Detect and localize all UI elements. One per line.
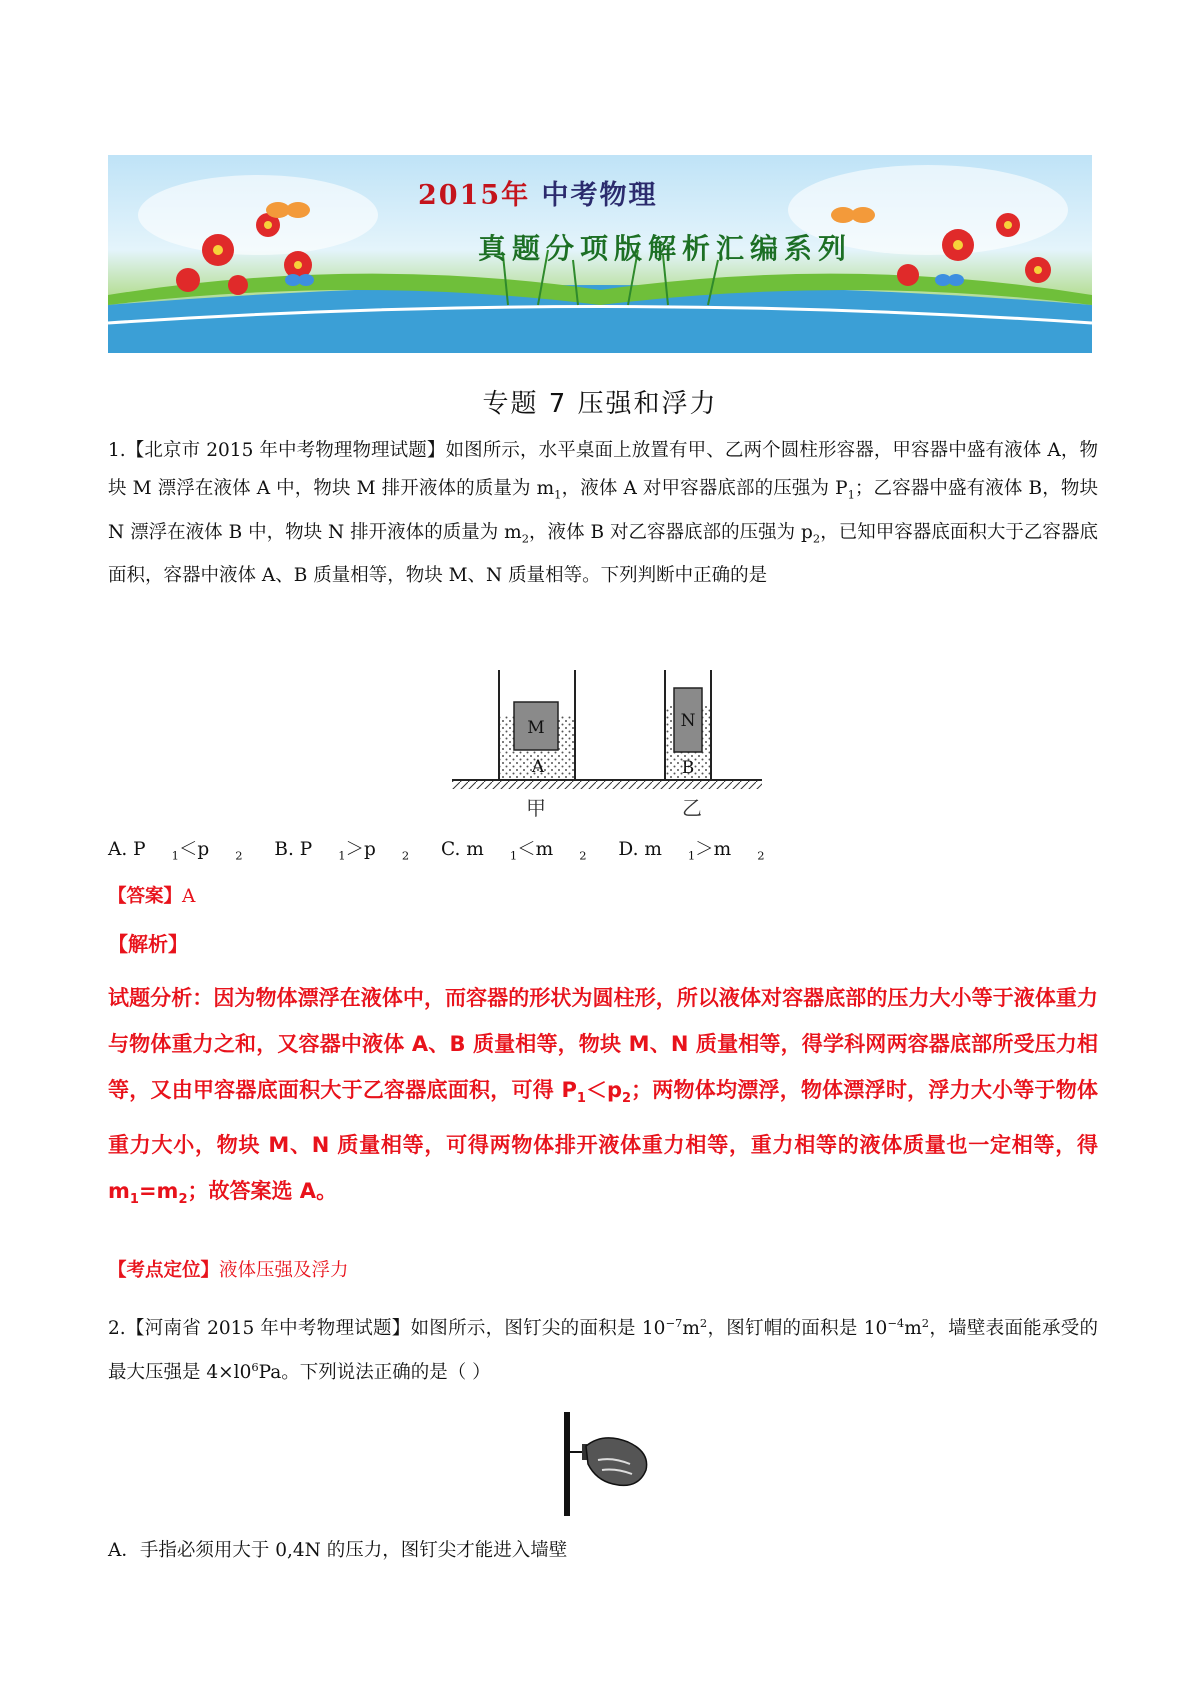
- thumbtack-figure: [558, 1412, 658, 1522]
- q2-text-2: m: [682, 1318, 700, 1340]
- liquid-b-label: B: [681, 758, 695, 778]
- q1-text-1: 如图所示，水平桌面上放置有甲、乙两个圆柱形容器，甲容器中盛有液体 A，物块 M 漂浮在液体 A 中，物块 M 排开液体的质量为 m: [108, 440, 1098, 499]
- topic-title: 专题 7 压强和浮力: [482, 389, 718, 419]
- question-1-text: 1.【北京市 2015 年中考物理物理试题】如图所示，水平桌面上放置有甲、乙两个圆柱形容器，甲容器中盛有液体 A，物块 M 漂浮在液体 A 中，物块 M 排开液体的质量为 $m_1$，液体 A 对甲容器底部的压强为 $P_1$；乙容器中盛有液体 B，物块 N 漂浮在液体 B 中，物块 N 排开液体的质量为 $m_2$，液体 B 对乙容器底部的压强为 $p_2$，已知甲容器底面积大于乙容器底面积，容器中液体 A、B 质量相等，物块 M、N 质量相等。下列判断中正确的是: [108, 440, 1098, 587]
- option-b-part-2: ＞p: [345, 839, 376, 860]
- answer-label: 【答案】: [108, 886, 183, 907]
- header-banner: [108, 155, 1092, 353]
- banner-title-text: 中考物理: [530, 180, 658, 211]
- q1-text-3: ；乙容器中盛有液体 B，物块 N 漂浮在液体 B 中，物块 N 排开液体的质量为 m: [108, 478, 1098, 543]
- analysis-text: 试题分析：因为物体漂浮在液体中，而容器的形状为圆柱形，所以液体对容器底部的压力大小等于液体重力与物体重力之和，又容器中液体 A、B 质量相等，物块 M、N 质量相等，得学科网两容器底部所受压力相等，又由甲容器底面积大于乙容器底面积，可得 $P_1<p_2$；两物体均漂浮，物体漂浮时，浮力大小等于物体重力大小，物块 M、N 质量相等，可得两物体排开液体重力相等，重力相等的液体质量也一定相等，得 $m_1=m_2$；故答案选 A。: [108, 986, 1099, 1208]
- container-label-left: 甲: [526, 796, 546, 820]
- q1-text-4: ，液体 B 对乙容器底部的压强为 p: [529, 521, 813, 543]
- banner-title: [418, 173, 658, 212]
- q2-exp-3: 6: [251, 1360, 259, 1375]
- option-d-part-2: ＞m: [695, 839, 732, 860]
- question-2-option-a: A．手指必须用大于 0,4N 的压力，图钉尖才能进入墙壁: [108, 1540, 568, 1561]
- question-2-text: 2.【河南省 2015 年中考物理试题】如图所示，图钉尖的面积是 $10^{-7}m^2$，图钉帽的面积是 $10^{-4}m^2$，墙壁表面能承受的最大压强是 $4\times l0^6Pa$。下列说法正确的是（ ）: [108, 1316, 1098, 1384]
- q1-text-5: ，已知甲容器底面积大于乙容器底面积，容器中液体 A、B 质量相等，物块 M、N 质量相等。下列判断中正确的是: [108, 521, 1098, 587]
- option-c-part-2: ＜m: [517, 839, 554, 860]
- kaodian-label: 【考点定位】: [108, 1260, 220, 1281]
- option-a-part-1: A. P: [108, 839, 146, 860]
- q1-text-2: ，液体 A 对甲容器底部的压强为 P: [561, 478, 848, 499]
- analysis-label-line: [108, 925, 1098, 965]
- option-a: A. P $_1$＜p $_2$: [108, 839, 243, 863]
- option-d-part-1: D. m: [618, 839, 662, 860]
- question-number: 1.: [108, 440, 126, 461]
- option-b-part-1: B. P: [274, 839, 313, 860]
- analysis-part-4: =m: [138, 1179, 179, 1204]
- question-1-options: [108, 835, 791, 863]
- q2-text-6: Pa。下列说法正确的是（ ）: [258, 1362, 491, 1384]
- container-label-right: 乙: [682, 796, 702, 820]
- block-m-label: M: [527, 718, 545, 738]
- liquid-a-label: A: [531, 757, 545, 777]
- question-2-source: 【河南省 2015 年中考物理试题】: [125, 1318, 411, 1340]
- analysis-label: 【解析】: [108, 932, 188, 956]
- q2-exp-1: −7: [665, 1316, 683, 1330]
- analysis-part-1: 试题分析：因为物体漂浮在液体中，而容器的形状为圆柱形，所以液体对容器底部的压力大小等于液体重力与物体重力之和，又容器中液体 A、B 质量相等，物块 M、N 质量相等，得学科网两容器底部所受压力相等，又由甲容器底面积大于乙容器底面积，可得 P: [108, 986, 1098, 1102]
- option-c-part-1: C. m: [441, 839, 484, 860]
- kaodian-value: 液体压强及浮力: [219, 1260, 349, 1281]
- answer-line: [108, 878, 1098, 916]
- question-2-number: 2.: [108, 1318, 126, 1340]
- analysis-part-5: ；故答案选 A。: [187, 1179, 338, 1204]
- answer-value: A: [182, 886, 196, 907]
- q2-text-4: m: [904, 1318, 922, 1340]
- q2-text-5: ，墙壁表面能承受的最大压强是 4×l0: [108, 1318, 1098, 1384]
- q2-text-3: ，图钉帽的面积是 10: [707, 1318, 888, 1340]
- option-c: C. m $_1$＜m $_2$: [441, 839, 587, 863]
- banner-year: 2015年: [418, 180, 531, 211]
- option-d: D. m $_1$＞m $_2$: [618, 839, 765, 863]
- option-b: B. P $_1$＞p $_2$: [274, 839, 410, 863]
- q2-text-1: 如图所示，图钉尖的面积是 10: [410, 1318, 666, 1340]
- option-a-part-2: ＜p: [178, 839, 210, 860]
- block-n-label: N: [680, 711, 696, 731]
- question-source: 【北京市 2015 年中考物理物理试题】: [125, 440, 446, 461]
- kaodian-line: [108, 1252, 1098, 1290]
- analysis-part-2: ＜p: [585, 1078, 622, 1102]
- q2-exp-2: −4: [887, 1316, 905, 1330]
- analysis-part-3: ；两物体均漂浮，物体漂浮时，浮力大小等于物体重力大小，物块 M、N 质量相等，可得两物体排开液体重力相等，重力相等的液体质量也一定相等，得 m: [108, 1078, 1099, 1204]
- wall: [564, 1412, 570, 1516]
- finger-hand-icon: [586, 1438, 647, 1486]
- containers-figure: [452, 670, 772, 820]
- banner-subtitle: 真题分项版解析汇编系列: [478, 232, 853, 265]
